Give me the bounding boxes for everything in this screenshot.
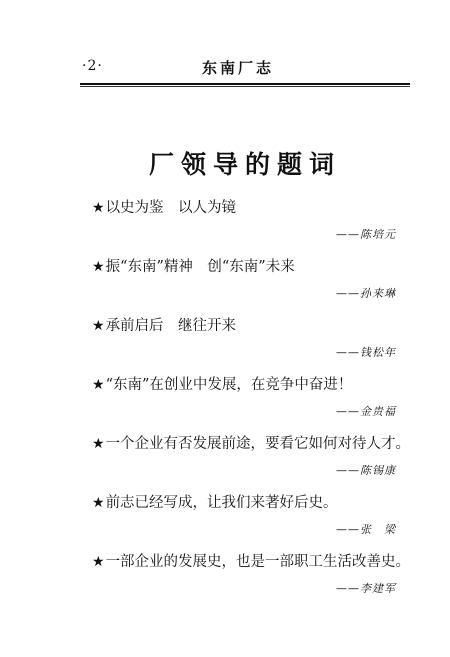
- inscription-author: ——金贵福: [336, 405, 396, 418]
- running-title: 东南厂志: [202, 59, 275, 77]
- inscription-author: ——钱松年: [336, 346, 396, 359]
- star-icon: ★: [92, 495, 105, 511]
- star-icon: ★: [92, 318, 105, 334]
- inscription-item: [92, 314, 410, 373]
- inscription-text: 振“东南”精神 创“东南”未来: [105, 259, 295, 275]
- inscription-text: 前志已经写成，让我们来著好后史。: [105, 495, 338, 511]
- inscription-item: [92, 491, 410, 550]
- inscription-author: ——李建军: [336, 582, 396, 595]
- star-icon: ★: [92, 554, 105, 570]
- inscription-item: [92, 550, 410, 609]
- inscription-author: ——陈培元: [336, 228, 396, 241]
- inscription-author: ——张 梁: [336, 523, 396, 536]
- inscription-item: [92, 255, 410, 314]
- inscription-text: 一部企业的发展史，也是一部职工生活改善史。: [105, 554, 411, 570]
- star-icon: ★: [92, 436, 105, 452]
- inscription-text: 以史为鉴 以人为镜: [105, 200, 237, 216]
- page-header: [82, 58, 410, 82]
- inscription-author: ——陈锡康: [336, 464, 396, 477]
- inscription-text: 承前启后 继往开来: [105, 318, 237, 334]
- inscription-text: “东南”在创业中发展，在竞争中奋进！: [105, 377, 353, 393]
- star-icon: ★: [92, 200, 105, 216]
- inscription-item: [92, 432, 410, 491]
- star-icon: ★: [92, 259, 105, 275]
- inscription-author: ——孙来琳: [336, 287, 396, 300]
- star-icon: ★: [92, 377, 105, 393]
- inscription-list: [92, 196, 410, 609]
- page-title: 厂领导的题词: [148, 150, 341, 179]
- header-rule-thin: [80, 86, 410, 87]
- page-number: ·2·: [82, 58, 103, 74]
- header-rule: [80, 83, 410, 85]
- inscription-item: [92, 196, 410, 255]
- inscription-text: 一个企业有否发展前途，要看它如何对待人才。: [105, 436, 411, 452]
- inscription-item: [92, 373, 410, 432]
